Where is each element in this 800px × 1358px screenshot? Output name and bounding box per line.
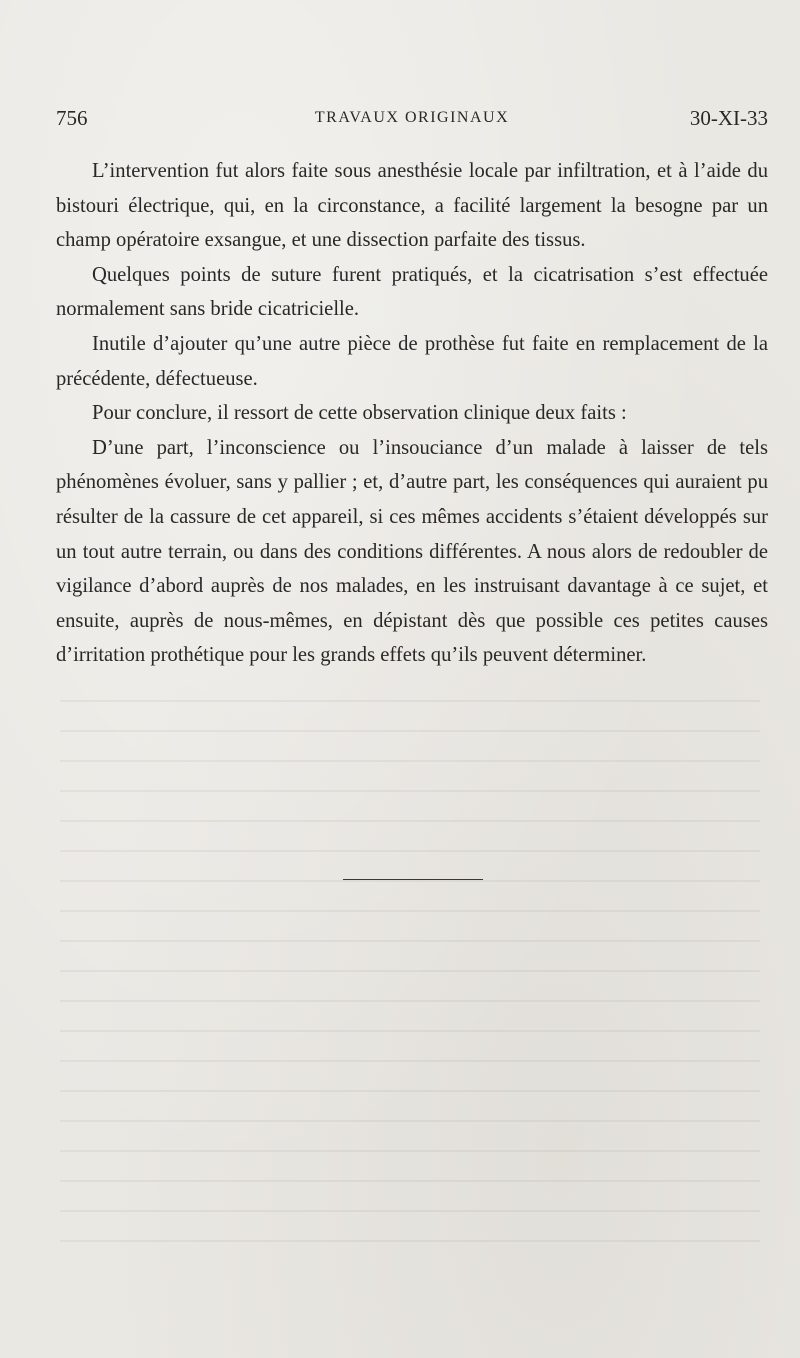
issue-date: 30-XI-33 [689, 106, 768, 130]
paragraph: Pour conclure, il ressort de cette observation clinique deux faits : [92, 402, 627, 425]
paragraph: Quelques points de suture furent pratiqués, et la cicatrisation s’est effectuée normalement sans bride cicatricielle. [56, 263, 768, 321]
paragraph: L’intervention fut alors faite sous anesthésie locale par infiltration, et à l’aide du bistouri électrique, qui, en la circonstance, a facilité largement la besogne par un champ opératoire exsangue, et une dissection parfaite des tissus. [56, 160, 768, 252]
paragraph: D’une part, l’inconscience ou l’insouciance d’un malade à laisser de tels phénomènes évoluer, sans y pallier ; et, d’autre part, les conséquences qui auraient pu résulter de la cassure de cet appareil, si ces mêmes accidents s’étaient développés sur un tout autre terrain, ou dans des conditions différentes. A nous alors de redoubler de vigilance d’abord auprès de nos malades, en les instruisant davantage à ce sujet, et ensuite, auprès de nous-mêmes, en dépistant dès que possible ces petites causes d’irritation prothétique pour les grands effets qu’ils peuvent déterminer. [56, 436, 768, 667]
article-body [56, 154, 768, 673]
paragraph: Inutile d’ajouter qu’une autre pièce de prothèse fut faite en remplacement de la précédente, défectueuse. [56, 332, 768, 390]
show-through-texture [60, 700, 760, 1260]
running-header [56, 106, 768, 136]
running-title: TRAVAUX ORIGINAUX [314, 109, 510, 126]
page-number: 756 [56, 106, 88, 130]
section-separator [343, 879, 483, 880]
